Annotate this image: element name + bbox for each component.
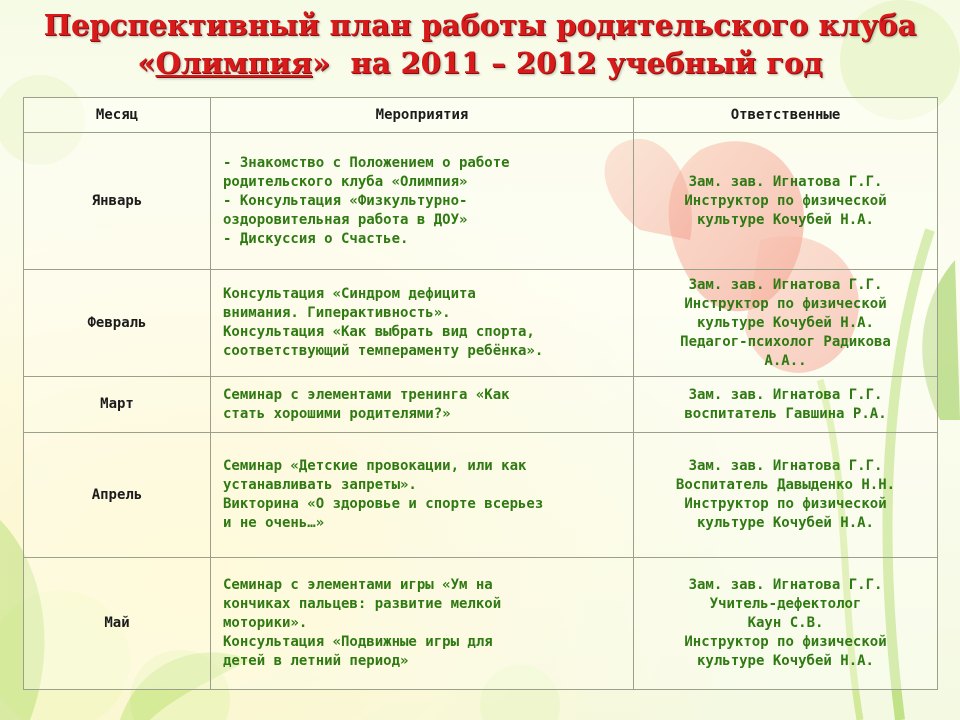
title-line-1: Перспективный план работы родительского клуба bbox=[43, 8, 917, 42]
table-row bbox=[24, 133, 938, 270]
header-activities: Мероприятия bbox=[211, 98, 634, 133]
responsible-cell: Зам. зав. Игнатова Г.Г. Воспитатель Давыденко Н.Н. Инструктор по физической культуре Кочубей Н.А. bbox=[634, 433, 938, 558]
table-row bbox=[24, 433, 938, 558]
table-row bbox=[24, 270, 938, 377]
activities-cell: Семинар с элементами тренинга «Как стать хорошими родителями?» bbox=[211, 377, 634, 433]
activities-cell: Семинар с элементами игры «Ум на кончиках пальцев: развитие мелкой моторики». Консультация «Подвижные игры для детей в летний период» bbox=[211, 558, 634, 690]
table-header-row bbox=[24, 98, 938, 133]
header-month: Месяц bbox=[24, 98, 211, 133]
month-cell: Февраль bbox=[24, 270, 211, 377]
table-row bbox=[24, 377, 938, 433]
page-title bbox=[0, 6, 960, 82]
month-cell: Апрель bbox=[24, 433, 211, 558]
activities-cell: Консультация «Синдром дефицита внимания. Гиперактивность». Консультация «Как выбрать вид спорта, соответствующий темпераменту ребёнка». bbox=[211, 270, 634, 377]
quote-open: « bbox=[137, 46, 156, 80]
responsible-cell: Зам. зав. Игнатова Г.Г. воспитатель Гавшина Р.А. bbox=[634, 377, 938, 433]
table-row bbox=[24, 558, 938, 690]
title-line-2 bbox=[0, 44, 960, 82]
quote-close: » bbox=[312, 46, 331, 80]
title-year: на 2011 – 2012 учебный год bbox=[350, 46, 823, 80]
month-cell: Май bbox=[24, 558, 211, 690]
header-responsible: Ответственные bbox=[634, 98, 938, 133]
activities-cell: Семинар «Детские провокации, или как устанавливать запреты». Викторина «О здоровье и спорте всерьез и не очень…» bbox=[211, 433, 634, 558]
plan-table bbox=[23, 97, 938, 690]
month-cell: Январь bbox=[24, 133, 211, 270]
responsible-cell: Зам. зав. Игнатова Г.Г. Инструктор по физической культуре Кочубей Н.А. bbox=[634, 133, 938, 270]
responsible-cell: Зам. зав. Игнатова Г.Г. Инструктор по физической культуре Кочубей Н.А. Педагог-психолог Радикова А.А.. bbox=[634, 270, 938, 377]
month-cell: Март bbox=[24, 377, 211, 433]
club-name: Олимпия bbox=[155, 46, 313, 80]
activities-cell: - Знакомство с Положением о работе родительского клуба «Олимпия» - Консультация «Физкультурно- оздоровительная работа в ДОУ» - Дискуссия о Счастье. bbox=[211, 133, 634, 270]
responsible-cell: Зам. зав. Игнатова Г.Г. Учитель-дефектолог Каун С.В. Инструктор по физической культуре Кочубей Н.А. bbox=[634, 558, 938, 690]
